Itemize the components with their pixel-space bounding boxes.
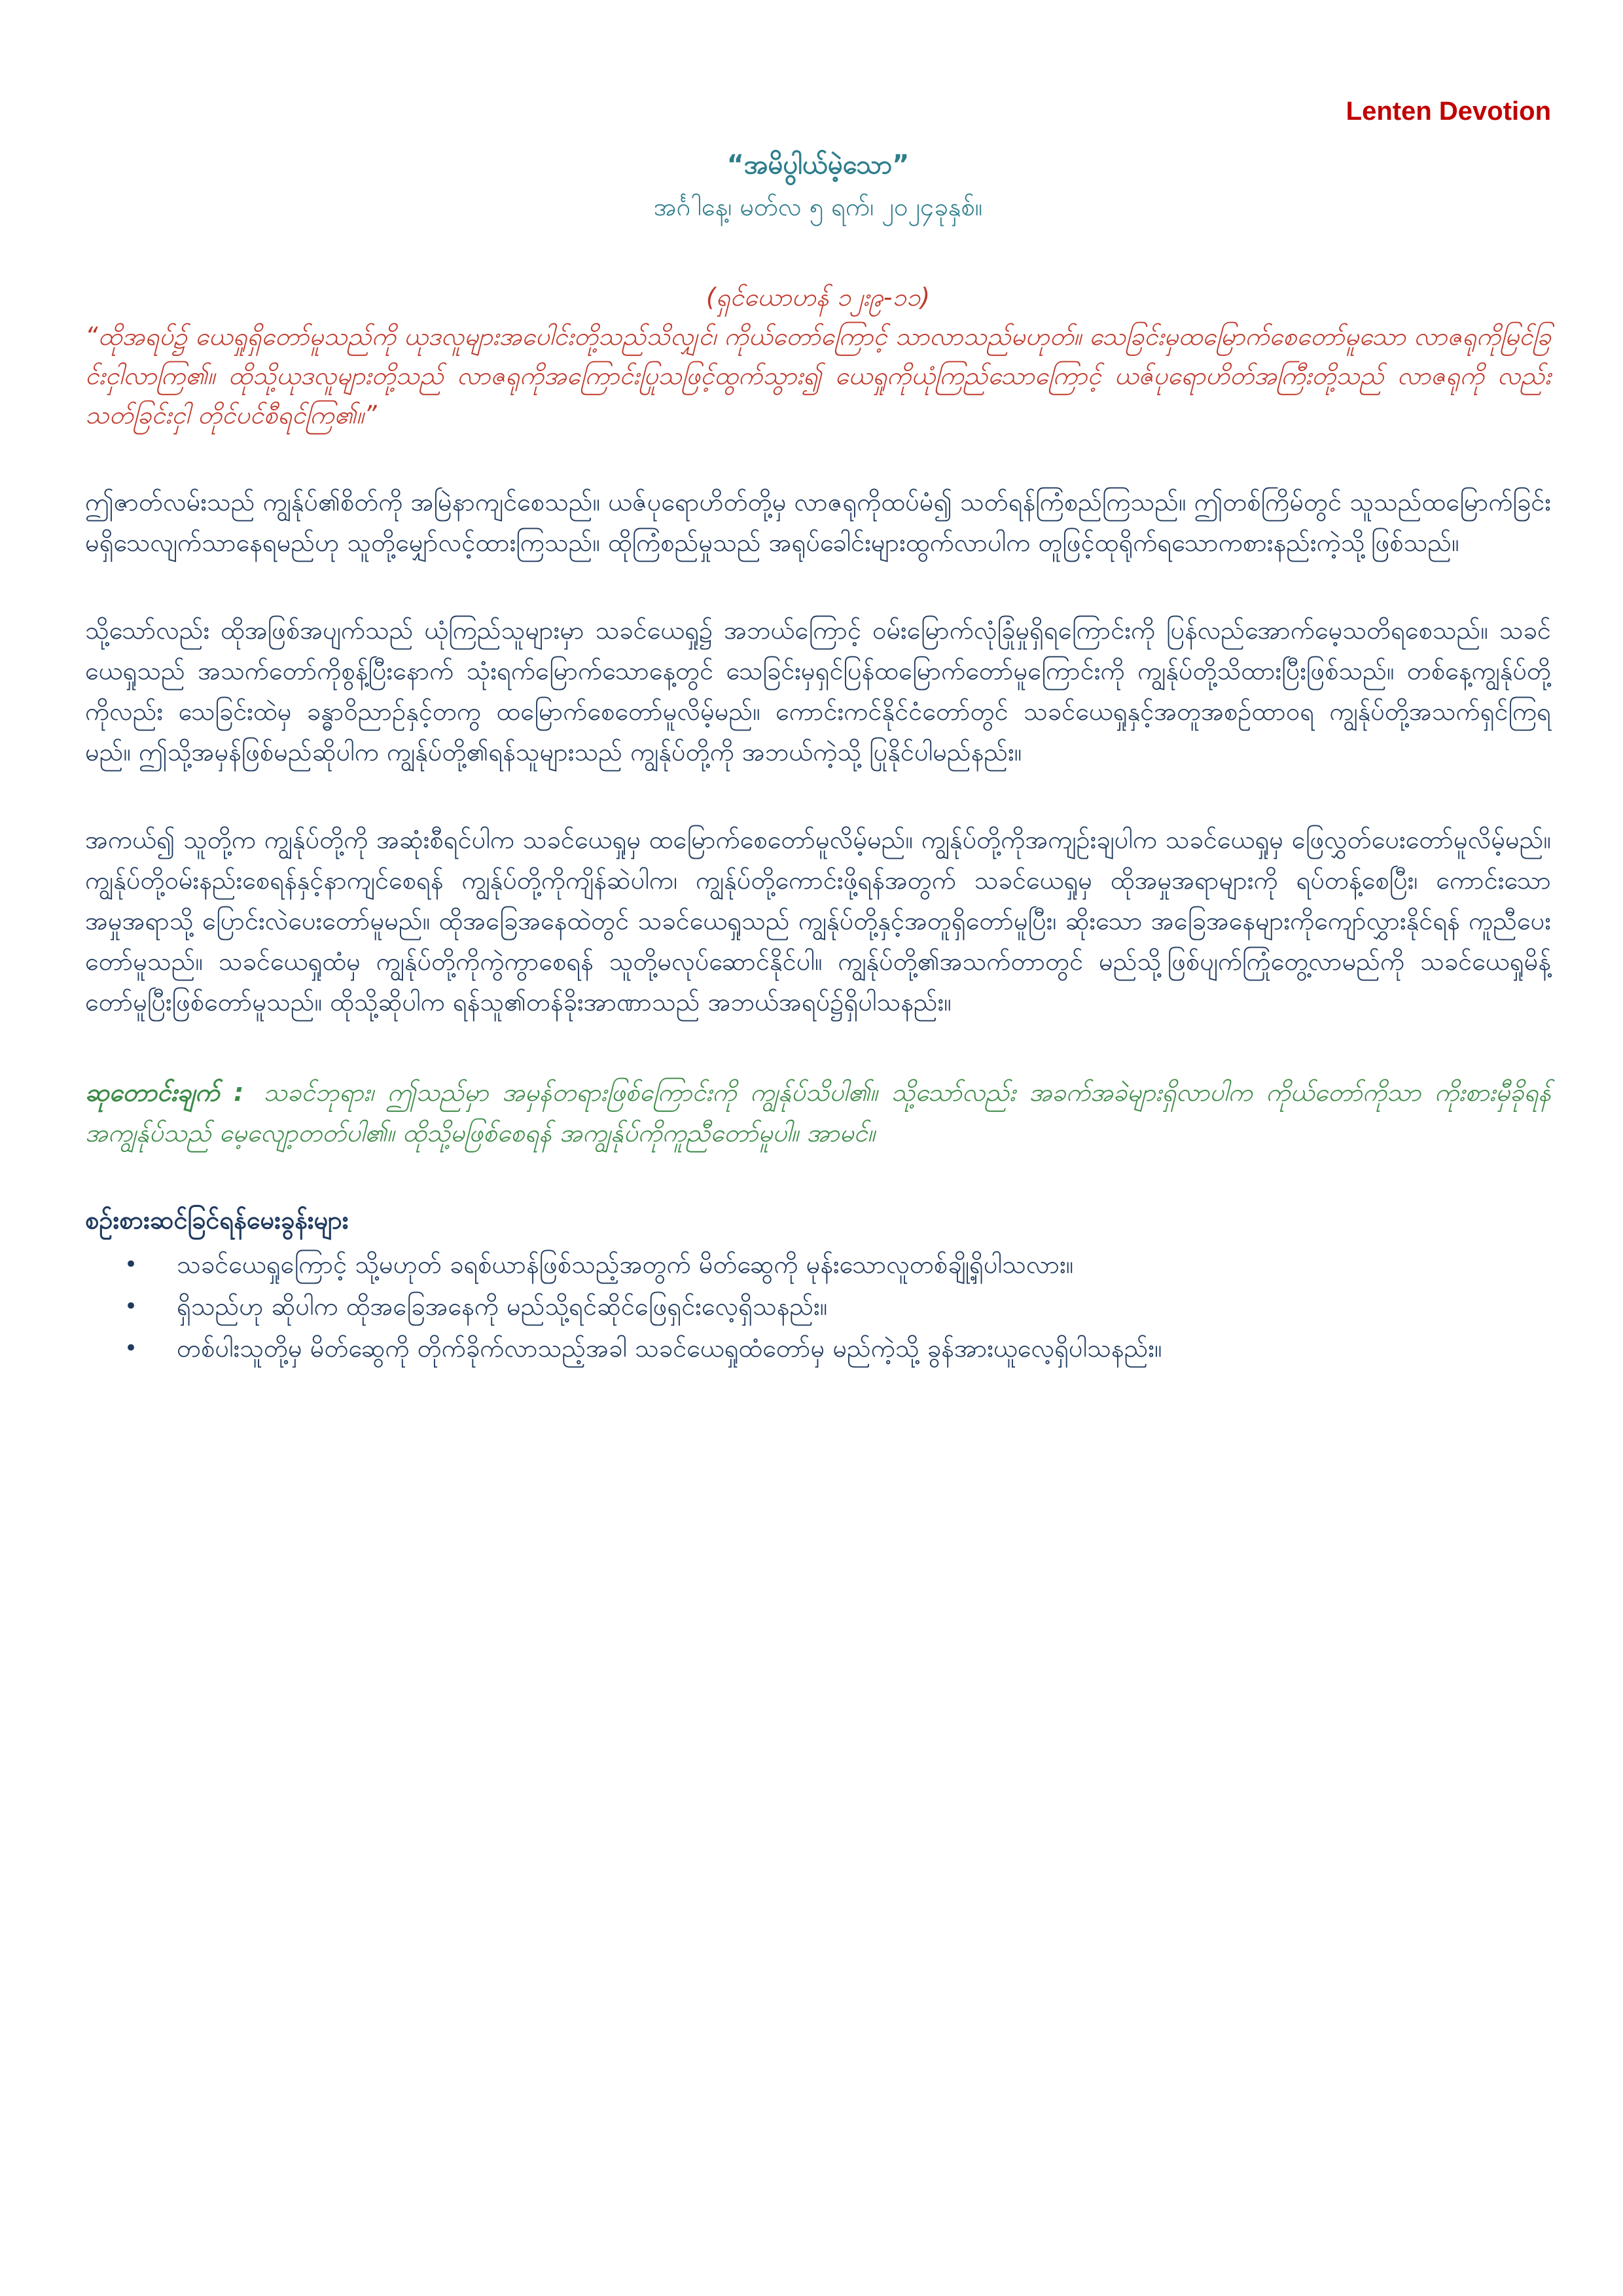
bullet-icon: •: [124, 1251, 138, 1278]
scripture-text: “ထိုအရပ်၌ ယေရှုရှိတော်မူသည်ကို ယုဒလူများအပေါင်းတို့သည်သိလျှင်၊ ကိုယ်တော်ကြောင့် သာလာသည်မဟုတ်။ သေခြင်းမှထမြောက်စေတော်မူသော လာဇရုကိုမြင်ခြင်းငှါလာကြ၏။ ထိုသို့ယုဒလူများတို့သည် လာဇရုကိုအကြောင်းပြုသဖြင့်ထွက်သွား၍ ယေရှုကိုယုံကြည်သောကြောင့် ယဇ်ပုရောဟိတ်အကြီးတို့သည် လာဇရုကို လည်းသတ်ခြင်းငှါ တိုင်ပင်စီရင်ကြ၏။”: [85, 322, 1551, 429]
scripture-reference: (ရှင်ယောဟန် ၁၂း၉-၁၁): [705, 283, 931, 312]
date-line: အင်္ဂါနေ့၊ မတ်လ ၅ ရက်၊ ၂၀၂၄ခုနှစ်။: [653, 192, 983, 221]
list-item: [124, 1327, 1551, 1369]
body-paragraph: အကယ်၍ သူတို့က ကျွန်ုပ်တို့ကို အဆုံးစီရင်ပါက သခင်ယေရှုမှ ထမြောက်စေတော်မူလိမ့်မည်။ ကျွန်ုပ်တို့ကိုအကျဉ်းချပါက သခင်ယေရှုမှ ဖြေလွှတ်ပေးတော်မူလိမ့်မည်။ ကျွန်ုပ်တို့ဝမ်းနည်းစေရန်နှင့်နာကျင်စေရန် ကျွန်ုပ်တို့ကိုကျိန်ဆဲပါက၊ ကျွန်ုပ်တို့ကောင်းဖို့ရန်အတွက် သခင်ယေရှုမှ ထိုအမှုအရာများကို ရပ်တန့်စေပြီး၊ ကောင်းသောအမှုအရာသို့ ပြောင်းလဲပေးတော်မူမည်။ ထိုအခြေအနေထဲတွင် သခင်ယေရှုသည် ကျွန်ုပ်တို့နှင့်အတူရှိတော်မူပြီး၊ ဆိုးသော အခြေအနေများကိုကျော်လွှားနိုင်ရန် ကူညီပေးတော်မူသည်။ သခင်ယေရှုထံမှ ကျွန်ုပ်တို့ကိုကွဲကွာစေရန် သူတို့မလုပ်ဆောင်နိုင်ပါ။ ကျွန်ုပ်တို့၏အသက်တာတွင် မည်သို့ဖြစ်ပျက်ကြုံတွေ့လာမည်ကို သခင်ယေရှုမိန့်တော်မူပြီးဖြစ်တော်မူသည်။ ထိုသို့ဆိုပါက ရန်သူ၏တန်ခိုးအာဏာသည် အဘယ်အရပ်၌ရှိပါသနည်း။: [85, 825, 1551, 1016]
question-text: တစ်ပါးသူတို့မှ မိတ်ဆွေကို တိုက်ခိုက်လာသည့်အခါ သခင်ယေရှုထံတော်မှ မည်ကဲ့သို့ ခွန်အားယူလေ့ရှိပါသနည်း။: [177, 1334, 1162, 1363]
bullet-icon: •: [124, 1335, 138, 1361]
prayer-text: သခင်ဘုရား၊ ဤသည်မှာ အမှန်တရားဖြစ်ကြောင်းကို ကျွန်ုပ်သိပါ၏။ သို့သော်လည်း အခက်အခဲများရှိလာပါက ကိုယ်တော်ကိုသာ ကိုးစားမှီခိုရန် အကျွန်ုပ်သည် မေ့လျော့တတ်ပါ၏။ ထိုသို့မဖြစ်စေရန် အကျွန်ုပ်ကိုကူညီတော်မူပါ။ အာမင်။: [85, 1078, 1551, 1147]
prayer-section: [85, 1072, 1551, 1153]
body-paragraph: ဤဇာတ်လမ်းသည် ကျွန်ုပ်၏စိတ်ကို အမြဲနာကျင်စေသည်။ ယဇ်ပုရောဟိတ်တို့မှ လာဇရုကိုထပ်မံ၍ သတ်ရန်ကြံစည်ကြသည်။ ဤတစ်ကြိမ်တွင် သူသည်ထမြောက်ခြင်းမရှိသေလျက်သာနေရမည်ဟု သူတို့မျှော်လင့်ထားကြသည်။ ထိုကြံစည်မှုသည် အရုပ်ခေါင်းများထွက်လာပါက တူဖြင့်ထုရိုက်ရသောကစားနည်းကဲ့သို့ဖြစ်သည်။: [85, 488, 1551, 557]
brand-label: Lenten Devotion: [1346, 97, 1551, 126]
page-title: “အမိပွါယ်မဲ့သော”: [726, 150, 910, 180]
bullet-icon: •: [124, 1293, 138, 1319]
questions-list: [85, 1244, 1551, 1369]
questions-heading: စဉ်းစားဆင်ခြင်ရန်မေးခွန်းများ: [85, 1206, 349, 1234]
question-text: သခင်ယေရှုကြောင့် သို့မဟုတ် ခရစ်ယာန်ဖြစ်သည့်အတွက် မိတ်ဆွေကို မုန်းသောလူတစ်ချို့ရှိပါသလား။: [177, 1250, 1074, 1279]
prayer-label: ဆုတောင်းချက် :: [85, 1078, 244, 1107]
body-paragraph: သို့သော်လည်း ထိုအဖြစ်အပျက်သည် ယုံကြည်သူများမှာ သခင်ယေရှု၌ အဘယ်ကြောင့် ဝမ်းမြောက်လုံခြုံမှုရှိရကြောင်းကို ပြန်လည်အောက်မေ့သတိရစေသည်။ သခင်ယေရှုသည် အသက်တော်ကိုစွန့်ပြီးနောက် သုံးရက်မြောက်သောနေ့တွင် သေခြင်းမှရှင်ပြန်ထမြောက်တော်မူကြောင်းကို ကျွန်ုပ်တို့သိထားပြီးဖြစ်သည်။ တစ်နေ့ကျွန်ုပ်တို့ကိုလည်း သေခြင်းထဲမှ ခန္ဓာဝိညာဉ်နှင့်တကွ ထမြောက်စေတော်မူလိမ့်မည်။ ကောင်းကင်နိုင်ငံတော်တွင် သခင်ယေရှုနှင့်အတူအစဉ်ထာဝရ ကျွန်ုပ်တို့အသက်ရှင်ကြရမည်။ ဤသို့အမှန်ဖြစ်မည်ဆိုပါက ကျွန်ုပ်တို့၏ရန်သူများသည် ကျွန်ုပ်တို့ကို အဘယ်ကဲ့သို့ ပြုနိုင်ပါမည်နည်း။: [85, 616, 1551, 766]
question-text: ရှိသည်ဟု ဆိုပါက ထိုအခြေအနေကို မည်သို့ရင်ဆိုင်ဖြေရှင်းလေ့ရှိသနည်း။: [177, 1292, 828, 1321]
list-item: [124, 1244, 1551, 1285]
list-item: [124, 1285, 1551, 1327]
